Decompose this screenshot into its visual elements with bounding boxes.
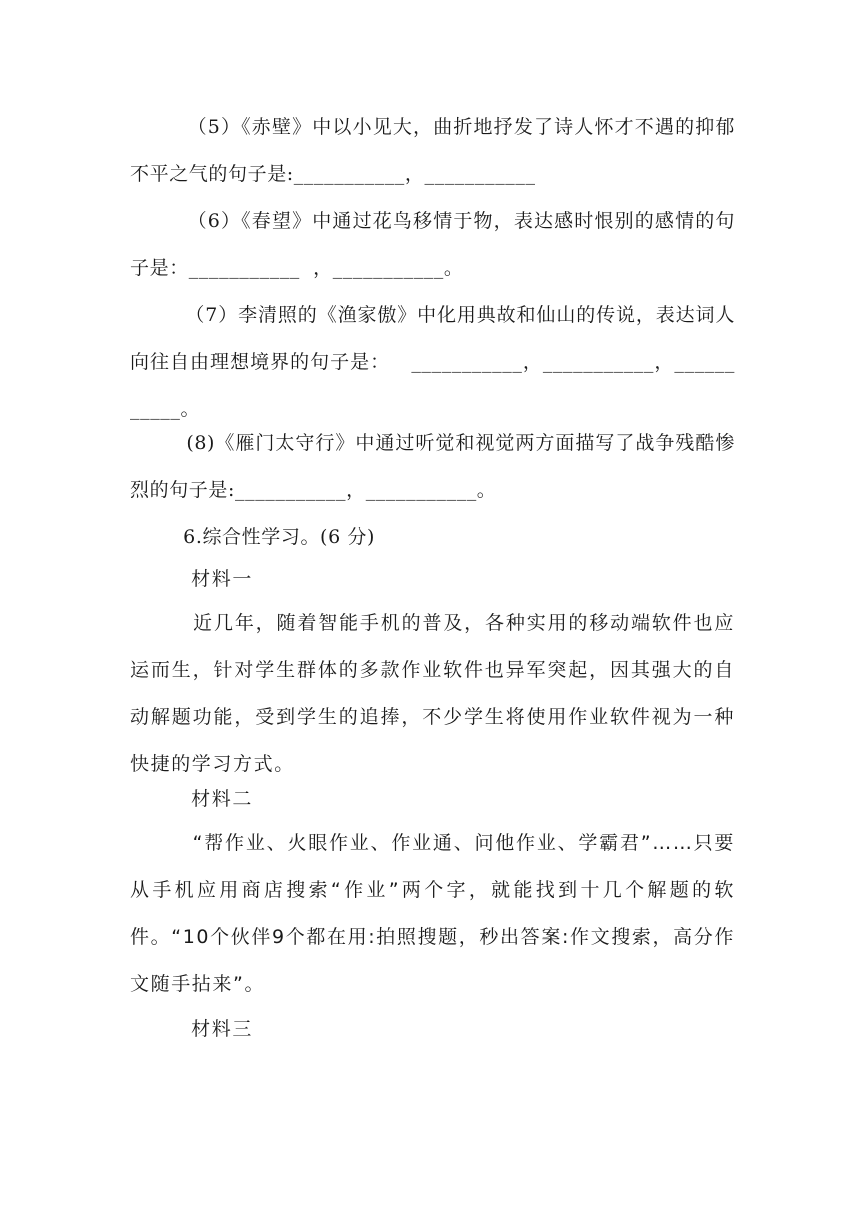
material-two-heading: 材料二	[130, 788, 253, 810]
section-heading-comprehensive-study: 6.综合性学习。(6 分)	[130, 526, 376, 548]
poetry-question-6: （6）《春望》中通过花鸟移情于物，表达感时恨别的感情的句子是：___________ ，___________。	[130, 210, 735, 279]
material-one-heading: 材料一	[130, 568, 253, 590]
material-three-heading: 材料三	[130, 1018, 253, 1040]
poetry-question-8: (8)《雁门太守行》中通过听觉和视觉两方面描写了战争残酷惨烈的句子是:___________，___________。	[130, 432, 735, 501]
material-two-body: “帮作业、火眼作业、作业通、问他作业、学霸君”……只要从手机应用商店搜索“作业”两个字，就能找到十几个解题的软件。“10个伙伴9个都在用:拍照搜题，秒出答案:作文搜索，高分作文随手拈来”。	[130, 832, 736, 995]
poetry-question-5: （5）《赤壁》中以小见大，曲折地抒发了诗人怀才不遇的抑郁不平之气的句子是:___________，___________	[130, 116, 735, 185]
material-one-body: 近几年，随着智能手机的普及，各种实用的移动端软件也应运而生，针对学生群体的多款作业软件也异军突起，因其强大的自动解题功能，受到学生的追捧，不少学生将使用作业软件视为一种快捷的学习方式。	[130, 612, 735, 775]
poetry-question-7: （7）李清照的《渔家傲》中化用典故和仙山的传说，表达词人向往自由理想境界的句子是： ___________，___________，___________。	[130, 304, 735, 420]
